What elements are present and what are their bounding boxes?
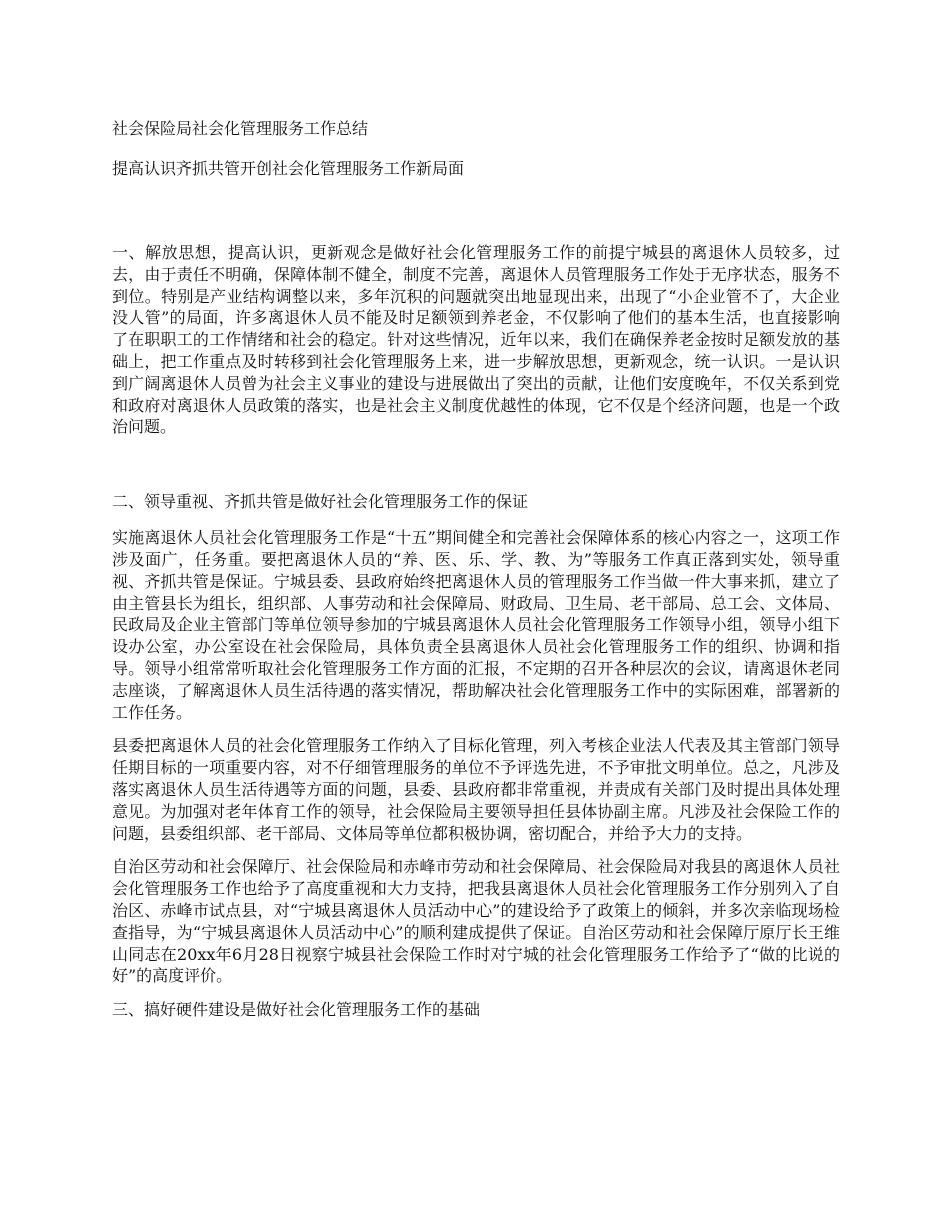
paragraph-section-1: 一、解放思想，提高认识，更新观念是做好社会化管理服务工作的前提宁城县的离退休人员较多，过去，由于责任不明确，保障体制不健全，制度不完善，离退休人员管理服务工作处于无序状态，服务不到位。特别是产业结构调整以来，多年沉积的问题就突出地显现出来，出现了“小企业管不了，大企业没人管”的局面，许多离退休人员不能及时足额领到养老金，不仅影响了他们的基本生活，也直接影响了在职职工的工作情绪和社会的稳定。针对这些情况，近年以来，我们在确保养老金按时足额发放的基础上，把工作重点及时转移到社会化管理服务上来，进一步解放思想，更新观念，统一认识。一是认识到广阔离退休人员曾为社会主义事业的建设与进展做出了突出的贡献，让他们安度晚年，不仅关系到党和政府对离退休人员政策的落实，也是社会主义制度优越性的体现，它不仅是个经济问题，也是一个政治问题。 <box>112 243 840 437</box>
document-page <box>112 118 840 1021</box>
paragraph-section-2c: 自治区劳动和社会保障厅、社会保险局和赤峰市劳动和社会保障局、社会保险局对我县的离退休人员社会化管理服务工作也给予了高度重视和大力支持，把我县离退休人员社会化管理服务工作分别列入了自治区、赤峰市试点县，对“宁城县离退休人员活动中心”的建设给予了政策上的倾斜，并多次亲临现场检查指导，为“宁城县离退休人员活动中心”的顺利建成提供了保证。自治区劳动和社会保障厅原厅长王维山同志在20xx年6月28日视察宁城县社会保险工作时对宁城的社会化管理服务工作给予了“做的比说的好”的高度评价。 <box>112 857 840 986</box>
document-subtitle: 提高认识齐抓共管开创社会化管理服务工作新局面 <box>112 159 465 178</box>
document-title: 社会保险局社会化管理服务工作总结 <box>112 119 369 138</box>
section-heading-3: 三、搞好硬件建设是做好社会化管理服务工作的基础 <box>112 1000 481 1020</box>
paragraph-section-2a: 实施离退休人员社会化管理服务工作是“十五”期间健全和完善社会保障体系的核心内容之一，这项工作涉及面广，任务重。要把离退休人员的“养、医、乐、学、教、为”等服务工作真正落到实处，领导重视、齐抓共管是保证。宁城县委、县政府始终把离退休人员的管理服务工作当做一件大事来抓，建立了由主管县长为组长，组织部、人事劳动和社会保障局、财政局、卫生局、老干部局、总工会、文体局、民政局及企业主管部门等单位领导参加的宁城县离退休人员社会化管理服务工作领导小组，领导小组下设办公室，办公室设在社会保险局，具体负责全县离退休人员社会化管理服务工作的组织、协调和指导。领导小组常常听取社会化管理服务工作方面的汇报，不定期的召开各种层次的会议，请离退休老同志座谈，了解离退休人员生活待遇的落实情况，帮助解决社会化管理服务工作中的实际困难，部署新的工作任务。 <box>112 528 840 722</box>
section-heading-2: 二、领导重视、齐抓共管是做好社会化管理服务工作的保证 <box>112 492 529 512</box>
paragraph-section-2b: 县委把离退休人员的社会化管理服务工作纳入了目标化管理，列入考核企业法人代表及其主管部门领导任期目标的一项重要内容，对不仔细管理服务的单位不予评选先进，不予审批文明单位。总之，凡涉及落实离退休人员生活待遇等方面的问题，县委、县政府都非常重视，并责成有关部门及时提出具体处理意见。为加强对老年体育工作的领导，社会保险局主要领导担任县体协副主席。凡涉及社会保险工作的问题，县委组织部、老干部局、文体局等单位都积极协调，密切配合，并给予大力的支持。 <box>112 736 840 843</box>
